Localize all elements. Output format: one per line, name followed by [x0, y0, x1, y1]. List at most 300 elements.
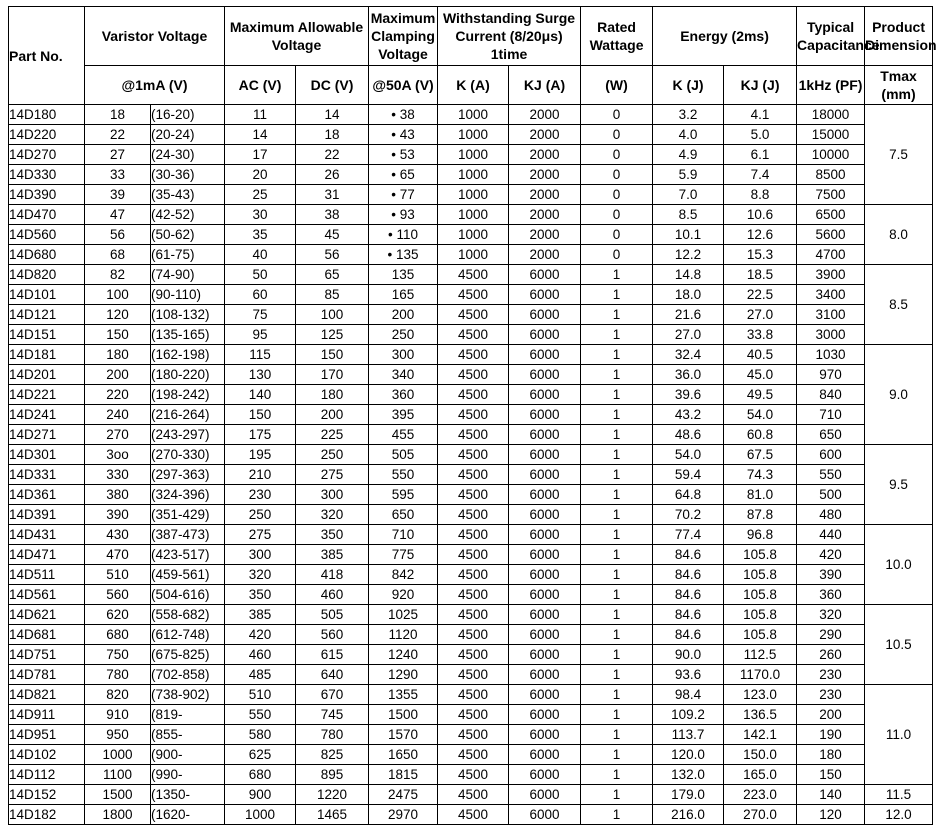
- rated-wattage-cell: 1: [581, 365, 653, 385]
- dc-voltage-cell: 825: [296, 745, 369, 765]
- dimension-tmax-cell: 11.5: [865, 785, 933, 805]
- capacitance-cell: 5600: [797, 225, 865, 245]
- capacitance-cell: 290: [797, 625, 865, 645]
- surge-ka-cell: 1000: [438, 125, 509, 145]
- varistor-voltage-cell: 820: [85, 685, 151, 705]
- header-typical-capacitance: Typical Capacitance: [797, 7, 865, 66]
- rated-wattage-cell: 1: [581, 385, 653, 405]
- surge-ka-cell: 4500: [438, 325, 509, 345]
- surge-ka-cell: 4500: [438, 805, 509, 825]
- voltage-range-cell: (61-75): [151, 245, 225, 265]
- dc-voltage-cell: 670: [296, 685, 369, 705]
- ac-voltage-cell: 510: [225, 685, 296, 705]
- energy-kj-cell: 5.9: [653, 165, 724, 185]
- header-product-dimension: Product Dimension: [865, 7, 933, 66]
- table-row: [9, 425, 933, 445]
- surge-ka-cell: 4500: [438, 765, 509, 785]
- surge-kja-cell: 6000: [509, 525, 581, 545]
- rated-wattage-cell: 1: [581, 505, 653, 525]
- energy-kj-cell: 84.6: [653, 625, 724, 645]
- energy-kjj-cell: 1170.0: [724, 665, 797, 685]
- surge-kja-cell: 6000: [509, 265, 581, 285]
- surge-ka-cell: 4500: [438, 605, 509, 625]
- energy-kj-cell: 216.0: [653, 805, 724, 825]
- ac-voltage-cell: 300: [225, 545, 296, 565]
- ac-voltage-cell: 14: [225, 125, 296, 145]
- varistor-voltage-cell: 3oo: [85, 445, 151, 465]
- part-no-cell: 14D471: [9, 545, 85, 565]
- energy-kj-cell: 18.0: [653, 285, 724, 305]
- varistor-voltage-cell: 950: [85, 725, 151, 745]
- rated-wattage-cell: 1: [581, 685, 653, 705]
- clamping-voltage-cell: • 110: [369, 225, 438, 245]
- surge-ka-cell: 4500: [438, 645, 509, 665]
- part-no-cell: 14D680: [9, 245, 85, 265]
- surge-ka-cell: 1000: [438, 105, 509, 125]
- surge-kja-cell: 6000: [509, 465, 581, 485]
- clamping-voltage-cell: 650: [369, 505, 438, 525]
- varistor-voltage-cell: 1500: [85, 785, 151, 805]
- table-row: [9, 745, 933, 765]
- capacitance-cell: 120: [797, 805, 865, 825]
- surge-ka-cell: 4500: [438, 285, 509, 305]
- table-row: [9, 465, 933, 485]
- energy-kjj-cell: 12.6: [724, 225, 797, 245]
- ac-voltage-cell: 11: [225, 105, 296, 125]
- energy-kjj-cell: 105.8: [724, 545, 797, 565]
- capacitance-cell: 420: [797, 545, 865, 565]
- table-row: [9, 245, 933, 265]
- header-ac: AC (V): [225, 66, 296, 105]
- ac-voltage-cell: 195: [225, 445, 296, 465]
- rated-wattage-cell: 1: [581, 545, 653, 565]
- surge-ka-cell: 4500: [438, 305, 509, 325]
- rated-wattage-cell: 0: [581, 245, 653, 265]
- ac-voltage-cell: 1000: [225, 805, 296, 825]
- energy-kjj-cell: 33.8: [724, 325, 797, 345]
- rated-wattage-cell: 1: [581, 445, 653, 465]
- energy-kj-cell: 90.0: [653, 645, 724, 665]
- varistor-voltage-cell: 430: [85, 525, 151, 545]
- table-row: [9, 445, 933, 465]
- header-vv-unit: @1mA (V): [85, 66, 225, 105]
- dc-voltage-cell: 250: [296, 445, 369, 465]
- header-kjj: KJ (J): [724, 66, 797, 105]
- dimension-tmax-cell: 8.0: [865, 205, 933, 265]
- surge-kja-cell: 6000: [509, 705, 581, 725]
- rated-wattage-cell: 1: [581, 305, 653, 325]
- rated-wattage-cell: 0: [581, 185, 653, 205]
- surge-kja-cell: 6000: [509, 745, 581, 765]
- voltage-range-cell: (270-330): [151, 445, 225, 465]
- dc-voltage-cell: 1465: [296, 805, 369, 825]
- energy-kj-cell: 84.6: [653, 585, 724, 605]
- surge-kja-cell: 6000: [509, 505, 581, 525]
- part-no-cell: 14D101: [9, 285, 85, 305]
- table-row: [9, 705, 933, 725]
- capacitance-cell: 1030: [797, 345, 865, 365]
- energy-kjj-cell: 96.8: [724, 525, 797, 545]
- header-energy: Energy (2ms): [653, 7, 797, 66]
- ac-voltage-cell: 60: [225, 285, 296, 305]
- voltage-range-cell: (738-902): [151, 685, 225, 705]
- capacitance-cell: 360: [797, 585, 865, 605]
- energy-kjj-cell: 123.0: [724, 685, 797, 705]
- dimension-tmax-cell: 9.0: [865, 345, 933, 445]
- surge-ka-cell: 4500: [438, 665, 509, 685]
- surge-kja-cell: 6000: [509, 725, 581, 745]
- energy-kjj-cell: 49.5: [724, 385, 797, 405]
- rated-wattage-cell: 0: [581, 145, 653, 165]
- varistor-voltage-cell: 470: [85, 545, 151, 565]
- ac-voltage-cell: 230: [225, 485, 296, 505]
- ac-voltage-cell: 115: [225, 345, 296, 365]
- energy-kj-cell: 27.0: [653, 325, 724, 345]
- dc-voltage-cell: 18: [296, 125, 369, 145]
- energy-kjj-cell: 136.5: [724, 705, 797, 725]
- ac-voltage-cell: 320: [225, 565, 296, 585]
- surge-kja-cell: 6000: [509, 425, 581, 445]
- voltage-range-cell: (1620-: [151, 805, 225, 825]
- capacitance-cell: 600: [797, 445, 865, 465]
- voltage-range-cell: (324-396): [151, 485, 225, 505]
- dc-voltage-cell: 895: [296, 765, 369, 785]
- voltage-range-cell: (90-110): [151, 285, 225, 305]
- capacitance-cell: 200: [797, 705, 865, 725]
- surge-ka-cell: 4500: [438, 505, 509, 525]
- capacitance-cell: 710: [797, 405, 865, 425]
- header-dc: DC (V): [296, 66, 369, 105]
- ac-voltage-cell: 17: [225, 145, 296, 165]
- dimension-tmax-cell: 10.5: [865, 605, 933, 685]
- energy-kjj-cell: 105.8: [724, 565, 797, 585]
- part-no-cell: 14D151: [9, 325, 85, 345]
- rated-wattage-cell: 1: [581, 405, 653, 425]
- surge-ka-cell: 4500: [438, 465, 509, 485]
- rated-wattage-cell: 1: [581, 625, 653, 645]
- header-part-no: Part No.: [9, 7, 85, 105]
- ac-voltage-cell: 550: [225, 705, 296, 725]
- voltage-range-cell: (675-825): [151, 645, 225, 665]
- surge-ka-cell: 4500: [438, 685, 509, 705]
- voltage-range-cell: (819-: [151, 705, 225, 725]
- table-row: [9, 605, 933, 625]
- surge-kja-cell: 2000: [509, 165, 581, 185]
- energy-kjj-cell: 165.0: [724, 765, 797, 785]
- varistor-voltage-cell: 18: [85, 105, 151, 125]
- varistor-voltage-cell: 390: [85, 505, 151, 525]
- capacitance-cell: 970: [797, 365, 865, 385]
- energy-kjj-cell: 27.0: [724, 305, 797, 325]
- table-row: [9, 205, 933, 225]
- capacitance-cell: 320: [797, 605, 865, 625]
- ac-voltage-cell: 385: [225, 605, 296, 625]
- dc-voltage-cell: 300: [296, 485, 369, 505]
- surge-kja-cell: 2000: [509, 185, 581, 205]
- energy-kj-cell: 43.2: [653, 405, 724, 425]
- table-row: [9, 725, 933, 745]
- table-row: [9, 625, 933, 645]
- rated-wattage-cell: 1: [581, 725, 653, 745]
- capacitance-cell: 3900: [797, 265, 865, 285]
- voltage-range-cell: (504-616): [151, 585, 225, 605]
- surge-kja-cell: 6000: [509, 345, 581, 365]
- voltage-range-cell: (50-62): [151, 225, 225, 245]
- dc-voltage-cell: 31: [296, 185, 369, 205]
- energy-kj-cell: 113.7: [653, 725, 724, 745]
- surge-kja-cell: 2000: [509, 245, 581, 265]
- clamping-voltage-cell: 250: [369, 325, 438, 345]
- capacitance-cell: 3100: [797, 305, 865, 325]
- dimension-tmax-cell: 9.5: [865, 445, 933, 525]
- clamping-voltage-cell: • 65: [369, 165, 438, 185]
- clamping-voltage-cell: 1570: [369, 725, 438, 745]
- rated-wattage-cell: 1: [581, 585, 653, 605]
- voltage-range-cell: (74-90): [151, 265, 225, 285]
- energy-kj-cell: 132.0: [653, 765, 724, 785]
- varistor-voltage-cell: 27: [85, 145, 151, 165]
- dc-voltage-cell: 26: [296, 165, 369, 185]
- varistor-voltage-cell: 1800: [85, 805, 151, 825]
- surge-kja-cell: 6000: [509, 785, 581, 805]
- varistor-voltage-cell: 240: [85, 405, 151, 425]
- rated-wattage-cell: 0: [581, 165, 653, 185]
- clamping-voltage-cell: 710: [369, 525, 438, 545]
- voltage-range-cell: (216-264): [151, 405, 225, 425]
- capacitance-cell: 440: [797, 525, 865, 545]
- surge-kja-cell: 6000: [509, 645, 581, 665]
- dc-voltage-cell: 505: [296, 605, 369, 625]
- varistor-voltage-cell: 780: [85, 665, 151, 685]
- header-w: (W): [581, 66, 653, 105]
- clamping-voltage-cell: 1815: [369, 765, 438, 785]
- part-no-cell: 14D181: [9, 345, 85, 365]
- energy-kjj-cell: 7.4: [724, 165, 797, 185]
- energy-kj-cell: 39.6: [653, 385, 724, 405]
- capacitance-cell: 150: [797, 765, 865, 785]
- header-kja: KJ (A): [509, 66, 581, 105]
- varistor-spec-table: [8, 6, 937, 825]
- part-no-cell: 14D201: [9, 365, 85, 385]
- varistor-voltage-cell: 82: [85, 265, 151, 285]
- clamping-voltage-cell: 1500: [369, 705, 438, 725]
- varistor-voltage-cell: 100: [85, 285, 151, 305]
- varistor-voltage-cell: 68: [85, 245, 151, 265]
- ac-voltage-cell: 35: [225, 225, 296, 245]
- part-no-cell: 14D951: [9, 725, 85, 745]
- part-no-cell: 14D431: [9, 525, 85, 545]
- voltage-range-cell: (162-198): [151, 345, 225, 365]
- part-no-cell: 14D390: [9, 185, 85, 205]
- voltage-range-cell: (20-24): [151, 125, 225, 145]
- energy-kjj-cell: 6.1: [724, 145, 797, 165]
- header-max-allowable-voltage: Maximum Allowable Voltage: [225, 7, 369, 66]
- dc-voltage-cell: 45: [296, 225, 369, 245]
- varistor-voltage-cell: 510: [85, 565, 151, 585]
- energy-kj-cell: 4.9: [653, 145, 724, 165]
- energy-kjj-cell: 60.8: [724, 425, 797, 445]
- header-varistor-voltage: Varistor Voltage: [85, 7, 225, 66]
- dc-voltage-cell: 14: [296, 105, 369, 125]
- energy-kj-cell: 54.0: [653, 445, 724, 465]
- clamping-voltage-cell: 1290: [369, 665, 438, 685]
- ac-voltage-cell: 175: [225, 425, 296, 445]
- table-row: [9, 685, 933, 705]
- voltage-range-cell: (990-: [151, 765, 225, 785]
- table-row: [9, 365, 933, 385]
- dimension-tmax-cell: 12.0: [865, 805, 933, 825]
- part-no-cell: 14D241: [9, 405, 85, 425]
- table-row: [9, 645, 933, 665]
- rated-wattage-cell: 1: [581, 325, 653, 345]
- surge-kja-cell: 2000: [509, 125, 581, 145]
- table-row: [9, 165, 933, 185]
- surge-ka-cell: 4500: [438, 545, 509, 565]
- dc-voltage-cell: 640: [296, 665, 369, 685]
- voltage-range-cell: (459-561): [151, 565, 225, 585]
- part-no-cell: 14D361: [9, 485, 85, 505]
- varistor-voltage-cell: 750: [85, 645, 151, 665]
- energy-kj-cell: 84.6: [653, 565, 724, 585]
- dimension-tmax-cell: 8.5: [865, 265, 933, 345]
- rated-wattage-cell: 1: [581, 525, 653, 545]
- rated-wattage-cell: 0: [581, 225, 653, 245]
- capacitance-cell: 18000: [797, 105, 865, 125]
- energy-kj-cell: 84.6: [653, 545, 724, 565]
- energy-kj-cell: 179.0: [653, 785, 724, 805]
- table-row: [9, 265, 933, 285]
- dc-voltage-cell: 150: [296, 345, 369, 365]
- surge-kja-cell: 6000: [509, 585, 581, 605]
- capacitance-cell: 140: [797, 785, 865, 805]
- voltage-range-cell: (180-220): [151, 365, 225, 385]
- capacitance-cell: 230: [797, 685, 865, 705]
- energy-kj-cell: 84.6: [653, 605, 724, 625]
- varistor-voltage-cell: 380: [85, 485, 151, 505]
- part-no-cell: 14D781: [9, 665, 85, 685]
- clamping-voltage-cell: 1120: [369, 625, 438, 645]
- dc-voltage-cell: 745: [296, 705, 369, 725]
- header-kj: K (J): [653, 66, 724, 105]
- varistor-voltage-cell: 330: [85, 465, 151, 485]
- part-no-cell: 14D391: [9, 505, 85, 525]
- voltage-range-cell: (900-: [151, 745, 225, 765]
- surge-ka-cell: 4500: [438, 725, 509, 745]
- surge-kja-cell: 6000: [509, 625, 581, 645]
- dimension-tmax-cell: 10.0: [865, 525, 933, 605]
- dc-voltage-cell: 385: [296, 545, 369, 565]
- ac-voltage-cell: 350: [225, 585, 296, 605]
- varistor-voltage-cell: 47: [85, 205, 151, 225]
- surge-ka-cell: 4500: [438, 785, 509, 805]
- energy-kj-cell: 10.1: [653, 225, 724, 245]
- capacitance-cell: 7500: [797, 185, 865, 205]
- capacitance-cell: 550: [797, 465, 865, 485]
- table-header: [9, 7, 937, 105]
- rated-wattage-cell: 1: [581, 645, 653, 665]
- ac-voltage-cell: 140: [225, 385, 296, 405]
- table-body: [9, 105, 933, 825]
- energy-kj-cell: 12.2: [653, 245, 724, 265]
- dimension-tmax-cell: 11.0: [865, 685, 933, 785]
- dc-voltage-cell: 22: [296, 145, 369, 165]
- surge-ka-cell: 4500: [438, 345, 509, 365]
- surge-ka-cell: 4500: [438, 425, 509, 445]
- part-no-cell: 14D112: [9, 765, 85, 785]
- energy-kj-cell: 109.2: [653, 705, 724, 725]
- dc-voltage-cell: 460: [296, 585, 369, 605]
- voltage-range-cell: (702-858): [151, 665, 225, 685]
- surge-ka-cell: 4500: [438, 565, 509, 585]
- energy-kjj-cell: 22.5: [724, 285, 797, 305]
- rated-wattage-cell: 1: [581, 345, 653, 365]
- energy-kj-cell: 4.0: [653, 125, 724, 145]
- clamping-voltage-cell: 775: [369, 545, 438, 565]
- rated-wattage-cell: 1: [581, 785, 653, 805]
- table-row: [9, 585, 933, 605]
- rated-wattage-cell: 1: [581, 265, 653, 285]
- dimension-tmax-cell: 7.5: [865, 105, 933, 205]
- varistor-voltage-cell: 220: [85, 385, 151, 405]
- ac-voltage-cell: 25: [225, 185, 296, 205]
- clamping-voltage-cell: 2970: [369, 805, 438, 825]
- rated-wattage-cell: 0: [581, 125, 653, 145]
- surge-ka-cell: 4500: [438, 745, 509, 765]
- part-no-cell: 14D221: [9, 385, 85, 405]
- clamping-voltage-cell: 360: [369, 385, 438, 405]
- varistor-voltage-cell: 1100: [85, 765, 151, 785]
- voltage-range-cell: (30-36): [151, 165, 225, 185]
- surge-ka-cell: 4500: [438, 525, 509, 545]
- table-row: [9, 485, 933, 505]
- voltage-range-cell: (855-: [151, 725, 225, 745]
- energy-kj-cell: 36.0: [653, 365, 724, 385]
- part-no-cell: 14D270: [9, 145, 85, 165]
- energy-kj-cell: 3.2: [653, 105, 724, 125]
- surge-kja-cell: 6000: [509, 325, 581, 345]
- surge-ka-cell: 4500: [438, 265, 509, 285]
- clamping-voltage-cell: • 43: [369, 125, 438, 145]
- dc-voltage-cell: 65: [296, 265, 369, 285]
- part-no-cell: 14D560: [9, 225, 85, 245]
- table-row: [9, 545, 933, 565]
- table-row: [9, 125, 933, 145]
- ac-voltage-cell: 30: [225, 205, 296, 225]
- part-no-cell: 14D271: [9, 425, 85, 445]
- capacitance-cell: 480: [797, 505, 865, 525]
- voltage-range-cell: (612-748): [151, 625, 225, 645]
- energy-kjj-cell: 105.8: [724, 585, 797, 605]
- clamping-voltage-cell: 1025: [369, 605, 438, 625]
- dc-voltage-cell: 780: [296, 725, 369, 745]
- varistor-voltage-cell: 22: [85, 125, 151, 145]
- ac-voltage-cell: 40: [225, 245, 296, 265]
- surge-ka-cell: 1000: [438, 205, 509, 225]
- voltage-range-cell: (297-363): [151, 465, 225, 485]
- surge-kja-cell: 6000: [509, 805, 581, 825]
- clamping-voltage-cell: 455: [369, 425, 438, 445]
- rated-wattage-cell: 1: [581, 665, 653, 685]
- clamping-voltage-cell: 135: [369, 265, 438, 285]
- rated-wattage-cell: 1: [581, 565, 653, 585]
- energy-kj-cell: 32.4: [653, 345, 724, 365]
- capacitance-cell: 650: [797, 425, 865, 445]
- capacitance-cell: 840: [797, 385, 865, 405]
- voltage-range-cell: (42-52): [151, 205, 225, 225]
- part-no-cell: 14D102: [9, 745, 85, 765]
- varistor-voltage-cell: 680: [85, 625, 151, 645]
- surge-kja-cell: 2000: [509, 105, 581, 125]
